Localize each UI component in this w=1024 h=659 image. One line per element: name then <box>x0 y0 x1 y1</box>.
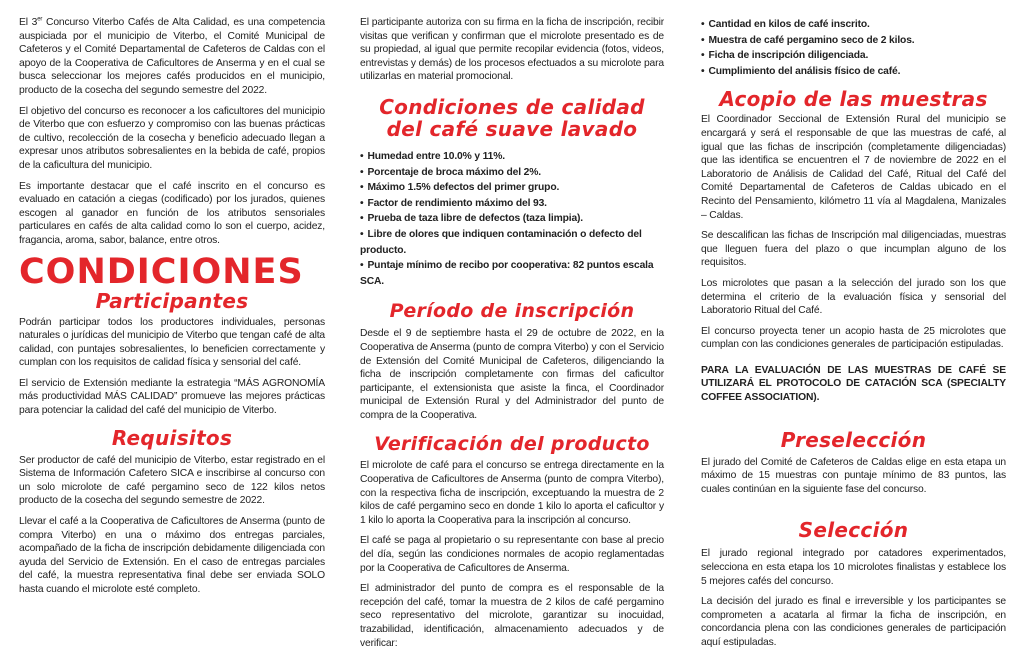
list-item: • Porcentaje de broca máximo del 2%. <box>360 165 664 181</box>
participantes-heading: Participantes <box>95 288 249 313</box>
preseleccion-heading: Preselección <box>780 427 927 452</box>
objective-paragraph: El objetivo del concurso es reconocer a los caficultores del municipio de Viterbo que con esfuerzo y compromiso con las buenas prácticas de cultivo, recolección de la cosecha y beneficio adecuado llegan a expresar unos atributos sobresalientes en la bebida de café, propios de la caficultura del municipio. <box>19 105 325 171</box>
acopio-paragraph-3: Los microlotes que pasan a la selección del jurado son los que determina el criterio de la evaluación física y sensorial del Laboratorio Ritual del Café. <box>701 277 1006 317</box>
list-item: • Cantidad en kilos de café inscrito. <box>701 17 1006 33</box>
list-item: • Cumplimiento del análisis físico de café. <box>701 64 1006 80</box>
requisitos-heading: Requisitos <box>111 425 233 450</box>
list-item: • Muestra de café pergamino seco de 2 kilos. <box>701 33 1006 49</box>
intro-paragraph <box>19 16 325 98</box>
preseleccion-paragraph: El jurado del Comité de Cafeteros de Caldas elige en esta etapa un máximo de 15 muestras con puntaje mínimo de 83 puntos, las cuales continúan en la siguiente fase del concurso. <box>701 456 1006 495</box>
periodo-heading: Período de inscripción <box>389 300 635 323</box>
column-1 <box>19 0 325 597</box>
list-item: • Libre de olores que indiquen contaminación o defecto del producto. <box>360 227 664 258</box>
condiciones-heading: CONDICIONES <box>19 251 304 292</box>
list-item: • Factor de rendimiento máximo del 93. <box>360 196 664 212</box>
intro-text-start: El 3 <box>19 17 38 28</box>
intro-text-rest: Concurso Viterbo Cafés de Alta Calidad, es una competencia auspiciada por el municipio de Viterbo, el Comité Municipal de Cafeteros y el Comité Departamental de Cafeteros de Caldas con el apoyo de la Cooperativa de Caficultores de Anserma y en el cual se busca seleccionar los mejores cafés producidos en el municipio, producto de la cosecha del segundo semestre del 2022. <box>19 17 325 96</box>
acopio-paragraph-4: El concurso proyecta tener un acopio hasta de 25 microlotes que cumplan con las condiciones generales de participación estipuladas. <box>701 325 1006 351</box>
requisitos-paragraph-2: Llevar el café a la Cooperativa de Caficultores de Anserma (punto de compra Viterbo) en una o máximo dos entregas parciales, acompañado de la ficha de inscripción debidamente diligenciada con ayuda del Servicio de Extensión. En el caso de entregas parciales del café, la muestra representativa final debe ser enviada SOLO hasta cuando el microlote esté completo. <box>19 516 325 595</box>
calidad-heading: Condiciones de calidad del café suave lavado <box>379 94 645 141</box>
acopio-paragraph-2: Se descalifican las fichas de Inscripción mal diligenciadas, muestras que lleguen fuera del plazo o que incumplan alguno de los requisitos. <box>701 230 1006 269</box>
authorization-paragraph: El participante autoriza con su firma en la ficha de inscripción, recibir visitas que verifican y confirman que el microlote presentado es de su propiedad, al igual que permite recopilar evidencia (fotos, videos, entrevistas y demás) de los procesos efectuados a su microlote para utilizarlas en material promocional. <box>360 17 664 83</box>
participantes-paragraph: Podrán participar todos los productores individuales, personas naturales o jurídicas del municipio de Viterbo que tengan café de alta calidad, con puntajes sobresalientes, lo beneficien correctamente y cumplan con los requisitos de calidad física y sensorial del café. <box>19 316 325 369</box>
column-2 <box>360 0 664 650</box>
verificacion-paragraph-3: El administrador del punto de compra es el responsable de la recepción del café, tomar la muestra de 2 kilos de café pergamino seco representativo del microlote, garantizar su inocuidad, trazabilidad, identificación, almacenamiento adecuados y de verificar: <box>360 583 664 649</box>
list-item: • Ficha de inscripción diligenciada. <box>701 48 1006 64</box>
extension-paragraph: El servicio de Extensión mediante la estrategia “MÁS AGRONOMÍA más productividad MÁS CALIDAD” promueve las mejores prácticas para potenciar la calidad del café del municipio de Viterbo. <box>19 377 325 417</box>
list-item: • Humedad entre 10.0% y 11%. <box>360 149 664 165</box>
protocolo-paragraph: PARA LA EVALUACIÓN DE LAS MUESTRAS DE CAFÉ SE UTILIZARÁ EL PROTOCOLO DE CATACIÓN SCA (SPECIALTY COFFEE ASSOCIATION). <box>701 364 1006 404</box>
seleccion-paragraph-1: El jurado regional integrado por catadores experimentados, selecciona en esta etapa los 10 microlotes finalistas y establece los 5 mejores cafés del concurso. <box>701 548 1006 587</box>
calidad-list <box>360 149 664 289</box>
list-item: • Prueba de taza libre de defectos (taza limpia). <box>360 211 664 227</box>
verificacion-heading: Verificación del producto <box>374 433 650 456</box>
requisitos-paragraph-1: Ser productor de café del municipio de Viterbo, estar registrado en el Sistema de Información Cafetero SICA e inscribirse al concurso con un solo microlote de café pergamino seco de 122 kilos netos producto de la cosecha del segundo semestre de 2022. <box>19 454 325 507</box>
seleccion-heading: Selección <box>798 518 909 543</box>
verificacion-paragraph-1: El microlote de café para el concurso se entrega directamente en la Cooperativa de Caficultores de Anserma (punto de compra Viterbo), con la respectiva ficha de inscripción, exceptuando la muestra de 2 kilos de café pergamino seco en donde 1 kilo lo aporta el caficultor y 1 kilo lo aporta la Cooperativa para la inscripción al concurso. <box>360 460 664 526</box>
list-item: • Puntaje mínimo de recibo por cooperativa: 82 puntos escala SCA. <box>360 258 664 289</box>
column-3 <box>701 0 1006 650</box>
evaluation-paragraph: Es importante destacar que el café inscrito en el concurso es evaluado en catación a ciegas (codificado) por los jurados, quienes escogen al ganador en función de los atributos sensoriales particulares en cafés de alta calidad como lo son el cuerpo, acidez, fragancia, aroma, sabor, balance, entre otros. <box>19 180 325 246</box>
verificacion-paragraph-2: El café se paga al propietario o su representante con base al precio del día, según las condiciones normales de acopio reglamentadas por la Cooperativa de Caficultores de Anserma. <box>360 535 664 574</box>
acopio-heading: Acopio de las muestras <box>719 87 988 112</box>
verificar-list <box>701 17 1006 79</box>
intro-superscript: er <box>37 16 43 23</box>
acopio-paragraph-1: El Coordinador Seccional de Extensión Rural del municipio se encargará y será el responsable de que las muestras de café, al igual que las fichas de inscripción (completamente diligenciadas) que las identifica se encuentren el 7 de noviembre de 2022 en el Laboratorio de Análisis de Calidad del Café, Ritual del Café del Comité Departamental de Cafeteros de Caldas ubicado en el Recinto del Pensamiento, kilómetro 11 vía al Magdalena, Manizales – Caldas. <box>701 114 1006 221</box>
seleccion-paragraph-2: La decisión del jurado es final e irreversible y los participantes se comprometen a acatarla al firmar la ficha de inscripción, en concordancia plena con las condiciones generales de participación aquí estipuladas. <box>701 596 1006 648</box>
periodo-paragraph: Desde el 9 de septiembre hasta el 29 de octubre de 2022, en la Cooperativa de Anserma (punto de compra Viterbo) y con el Servicio de Extensión del Comité Municipal de Cafeteros, diligenciando la ficha de inscripción completamente con firmas del caficultor participante, el extensionista que asiste la finca, el Coordinador municipal de Extensión Rural y del Administrador del punto de compra de la Cooperativa. <box>360 328 664 421</box>
list-item: • Máximo 1.5% defectos del primer grupo. <box>360 180 664 196</box>
